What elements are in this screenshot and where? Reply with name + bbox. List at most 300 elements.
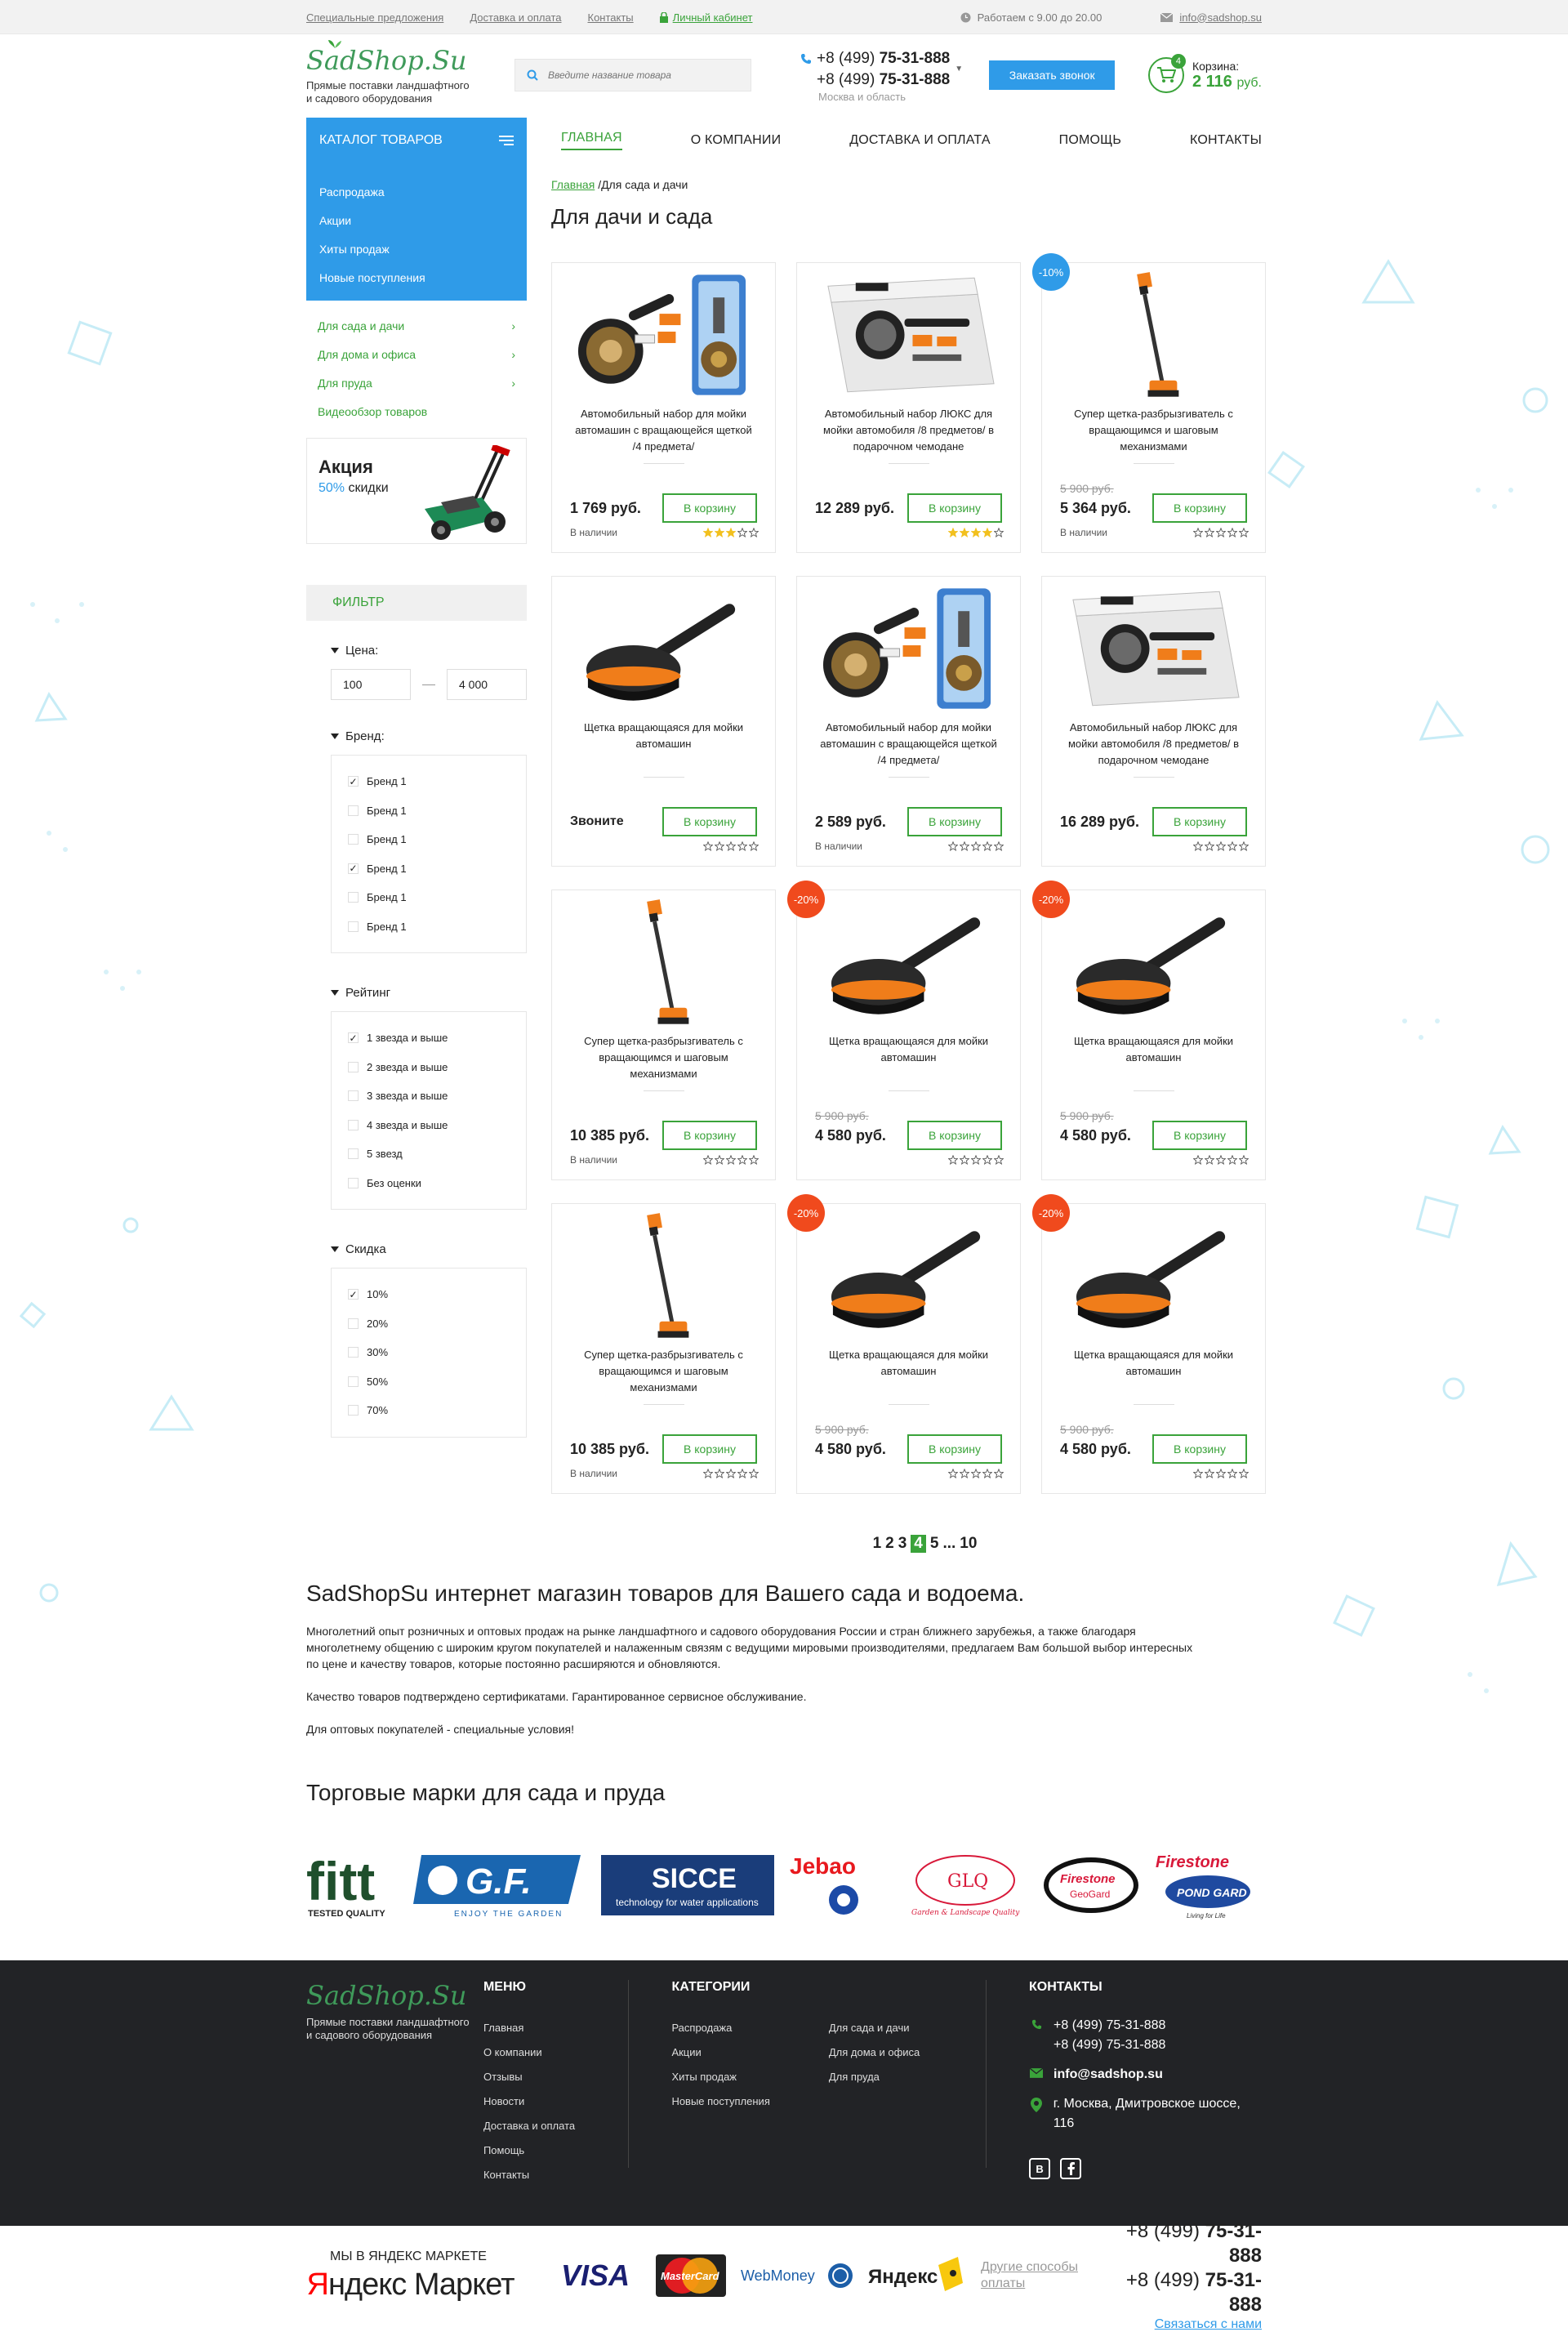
star-empty-icon[interactable]: [715, 1155, 724, 1165]
jebao-logo[interactable]: [790, 1851, 896, 1920]
add-to-cart-button[interactable]: В корзину: [1152, 807, 1247, 836]
star-empty-icon[interactable]: [715, 1469, 724, 1478]
checkbox-icon[interactable]: [348, 1405, 359, 1416]
checkbox-icon[interactable]: [348, 892, 359, 903]
svg-text:TESTED QUALITY: TESTED QUALITY: [308, 1909, 385, 1919]
star-empty-icon[interactable]: [960, 1469, 969, 1478]
star-empty-icon[interactable]: [994, 528, 1004, 537]
brush-wand-image: [570, 1211, 757, 1341]
star-empty-icon[interactable]: [726, 1469, 736, 1478]
discount-badge: -20%: [787, 1194, 825, 1232]
footer-contacts-title: КОНТАКТЫ: [1029, 1980, 1102, 1994]
star-empty-icon[interactable]: [1205, 528, 1214, 537]
vk-icon[interactable]: B: [1029, 2158, 1050, 2179]
star-empty-icon[interactable]: [1193, 1469, 1203, 1478]
category-item-pond[interactable]: [318, 369, 515, 398]
checkbox-checked-icon[interactable]: ✓: [349, 1032, 358, 1044]
topbar-link-delivery[interactable]: Доставка и оплата: [470, 11, 562, 24]
star-empty-icon[interactable]: [1216, 1155, 1226, 1165]
footer-menu-title: МЕНЮ: [483, 1980, 527, 1994]
price-from-input[interactable]: [331, 669, 411, 700]
footer-category-link[interactable]: Для пруда: [828, 2071, 880, 2083]
product-price: 1 769 руб.: [570, 499, 641, 516]
footer-email[interactable]: [1029, 2065, 1262, 2085]
firestone-geogard-logo[interactable]: [1042, 1855, 1140, 1915]
svg-text:Living for Life: Living for Life: [1186, 1912, 1226, 1920]
rating-option-label: 5 звезд: [367, 1148, 403, 1160]
product-price: 16 289 руб.: [1060, 813, 1139, 830]
svg-text:ENJOY THE GARDEN: ENJOY THE GARDEN: [454, 1910, 564, 1919]
brand-option[interactable]: [348, 796, 510, 826]
star-empty-icon[interactable]: [971, 1469, 981, 1478]
facebook-icon[interactable]: [1060, 2158, 1081, 2179]
checkbox-checked-icon[interactable]: ✓: [349, 1288, 358, 1300]
page-link[interactable]: 10: [960, 1535, 978, 1552]
promo-text: скидки: [345, 481, 389, 495]
logo-tagline-1: Прямые поставки ландшафтного: [306, 79, 470, 91]
rating-option-label: 4 звезда и выше: [367, 1118, 448, 1131]
page-link[interactable]: 2: [885, 1535, 894, 1552]
brand-option-label: Бренд 1: [367, 804, 407, 817]
star-empty-icon[interactable]: [749, 841, 759, 851]
fitt-logo[interactable]: [306, 1851, 398, 1920]
bottom-phone-1[interactable]: +8 (499) 75-31-888: [1125, 2220, 1262, 2267]
product-price: 2 589 руб.: [815, 813, 886, 830]
star-empty-icon[interactable]: [737, 841, 747, 851]
checkbox-icon[interactable]: [348, 1178, 359, 1188]
star-empty-icon[interactable]: [1216, 528, 1226, 537]
cart-currency: руб.: [1236, 75, 1262, 90]
filter-discount-toggle[interactable]: [331, 1242, 527, 1256]
star-empty-icon[interactable]: [1205, 1155, 1214, 1165]
star-empty-icon[interactable]: [982, 1155, 992, 1165]
product-image[interactable]: [1060, 1204, 1247, 1347]
rating-stars: [703, 1155, 759, 1165]
add-to-cart-button[interactable]: В корзину: [907, 1121, 1002, 1150]
footer-category-link[interactable]: Для сада и дачи: [828, 2022, 910, 2034]
star-empty-icon[interactable]: [703, 1469, 713, 1478]
product-image[interactable]: [815, 1204, 1002, 1347]
star-empty-icon[interactable]: [1227, 1155, 1237, 1165]
footer-menu-link[interactable]: Главная: [483, 2022, 524, 2034]
city-label: Москва и область: [818, 90, 906, 103]
star-filled-icon[interactable]: [715, 528, 724, 537]
rating-option[interactable]: [348, 1023, 510, 1053]
page-link[interactable]: 5: [929, 1535, 939, 1552]
chevron-right-icon: ›: [511, 348, 515, 361]
search-input[interactable]: [548, 69, 736, 81]
product-name[interactable]: Щетка вращающаяся для мойки автомашин: [583, 721, 744, 750]
add-to-cart-button[interactable]: В корзину: [907, 493, 1002, 523]
svg-text:Garden & Landscape Quality: Garden & Landscape Quality: [911, 1909, 1020, 1917]
product-card[interactable]: [551, 262, 776, 553]
nav-item-contacts[interactable]: КОНТАКТЫ: [1190, 133, 1262, 147]
bottom-phone-2[interactable]: +8 (499) 75-31-888: [1125, 2269, 1262, 2316]
star-empty-icon[interactable]: [948, 1469, 958, 1478]
product-image[interactable]: [570, 1204, 757, 1347]
rating-option[interactable]: [348, 1081, 510, 1111]
topbar-email-link[interactable]: info@sadshop.su: [1179, 11, 1262, 24]
promo-banner[interactable]: [306, 438, 527, 544]
star-filled-icon[interactable]: [982, 528, 992, 537]
footer-menu-link[interactable]: О компании: [483, 2046, 542, 2058]
checkbox-icon[interactable]: [348, 1376, 359, 1387]
star-empty-icon[interactable]: [703, 1155, 713, 1165]
visa-logo: [559, 2259, 641, 2292]
availability-status: В наличии: [570, 527, 618, 538]
catalog-button[interactable]: [306, 118, 527, 163]
product-name[interactable]: Автомобильный набор ЛЮКС для мойки автомобиля /8 предметов/ в подарочном чемодане: [1067, 721, 1240, 766]
star-empty-icon[interactable]: [1239, 1155, 1249, 1165]
product-card[interactable]: [1038, 1203, 1266, 1494]
site-logo[interactable]: [306, 45, 514, 105]
footer-menu-link[interactable]: Доставка и оплата: [483, 2120, 576, 2132]
star-empty-icon[interactable]: [749, 1469, 759, 1478]
product-image[interactable]: [570, 577, 757, 720]
old-price: 5 900 руб.: [1060, 482, 1114, 495]
brand-logos: [306, 1848, 1262, 1922]
checkbox-icon[interactable]: [348, 834, 359, 845]
header-phones: [800, 48, 964, 103]
product-card[interactable]: [1038, 262, 1266, 553]
star-empty-icon[interactable]: [994, 1155, 1004, 1165]
add-to-cart-button[interactable]: В корзину: [1152, 493, 1247, 523]
footer-address: [1029, 2094, 1262, 2134]
svg-text:Firestone: Firestone: [1059, 1872, 1116, 1886]
product-price: 4 580 руб.: [815, 1126, 886, 1144]
brand-option-label: Бренд 1: [367, 775, 407, 787]
star-filled-icon[interactable]: [703, 528, 713, 537]
add-to-cart-button[interactable]: В корзину: [1152, 1434, 1247, 1464]
car-wash-case-image: [1060, 583, 1247, 714]
filter-price-toggle[interactable]: [331, 644, 527, 658]
rating-option[interactable]: [348, 1111, 510, 1140]
checkbox-icon[interactable]: [348, 1090, 359, 1101]
star-empty-icon[interactable]: [948, 1155, 958, 1165]
yandex-market-block[interactable]: [306, 2249, 514, 2303]
brand-option[interactable]: [348, 854, 510, 884]
svg-text:GeoGard: GeoGard: [1069, 1888, 1110, 1900]
star-empty-icon[interactable]: [982, 1469, 992, 1478]
breadcrumb-home[interactable]: Главная: [551, 178, 595, 191]
menu-icon: [499, 136, 514, 145]
product-image[interactable]: [570, 890, 757, 1033]
footer-menu-link[interactable]: Отзывы: [483, 2071, 523, 2083]
filter-brand-label: Бренд:: [345, 729, 385, 743]
product-card[interactable]: [793, 1203, 1021, 1494]
rating-stars: [1193, 528, 1249, 537]
category-item-home[interactable]: [318, 341, 515, 369]
nav-item-delivery[interactable]: ДОСТАВКА И ОПЛАТА: [849, 133, 991, 147]
callback-button[interactable]: Заказать звонок: [989, 60, 1115, 90]
product-name[interactable]: Супер щетка-разбрызгиватель с вращающимся и шаговым механизмами: [584, 1035, 743, 1080]
clock-icon: [960, 12, 971, 23]
product-name[interactable]: Щетка вращающаяся для мойки автомашин: [1073, 1349, 1234, 1377]
star-empty-icon[interactable]: [1205, 1469, 1214, 1478]
header-phone-2[interactable]: [800, 69, 950, 91]
star-filled-icon[interactable]: [971, 528, 981, 537]
other-payment-link[interactable]: Другие способы оплаты: [981, 2260, 1078, 2290]
product-price: 5 364 руб.: [1060, 499, 1131, 516]
rating-option[interactable]: [348, 1053, 510, 1082]
discount-option[interactable]: [348, 1280, 510, 1309]
bottom-phones: [1095, 2219, 1262, 2332]
chevron-right-icon: ›: [511, 377, 515, 390]
footer-category-link[interactable]: Для дома и офиса: [828, 2046, 920, 2058]
filter-header: ФИЛЬТР: [306, 585, 527, 621]
rotating-brush-image: [570, 583, 757, 714]
product-image[interactable]: [1060, 263, 1247, 406]
add-to-cart-button[interactable]: В корзину: [662, 1121, 757, 1150]
topbar-link-contacts[interactable]: Контакты: [587, 11, 634, 24]
car-wash-kit-image: [815, 583, 1002, 714]
rating-option[interactable]: [348, 1139, 510, 1169]
svg-text:MasterCard: MasterCard: [661, 2270, 719, 2282]
footer-phones[interactable]: [1029, 2016, 1262, 2055]
svg-text:Яндекс: Яндекс: [868, 2266, 938, 2288]
discount-option[interactable]: [348, 1338, 510, 1367]
rotating-brush-image: [1060, 897, 1247, 1028]
personal-cabinet-link[interactable]: [660, 11, 753, 24]
product-card[interactable]: [551, 890, 776, 1180]
card-divider: [889, 777, 929, 778]
search-icon[interactable]: [527, 69, 538, 81]
star-filled-icon[interactable]: [948, 528, 958, 537]
svg-text:Firestone: Firestone: [1155, 1853, 1229, 1871]
brand-option[interactable]: [348, 825, 510, 854]
old-price: 5 900 руб.: [815, 1423, 869, 1436]
yandex-market-logo: Яндекс Маркет: [306, 2267, 514, 2302]
product-image[interactable]: [1060, 577, 1247, 720]
footer-menu-link[interactable]: Помощь: [483, 2144, 525, 2156]
nav-item-home[interactable]: ГЛАВНАЯ: [561, 131, 622, 150]
brand-option-label: Бренд 1: [367, 891, 407, 903]
page-link[interactable]: 1: [872, 1535, 882, 1552]
rating-stars: [948, 1155, 1004, 1165]
product-name[interactable]: Автомобильный набор для мойки автомашин с вращающейся щеткой /4 предмета/: [820, 721, 997, 766]
footer-category-link[interactable]: Распродажа: [671, 2022, 733, 2034]
product-name[interactable]: Супер щетка-разбрызгиватель с вращающимся и шаговым механизмами: [584, 1349, 743, 1393]
product-price: 10 385 руб.: [570, 1440, 649, 1457]
category-label: Для сада и дачи: [318, 319, 405, 332]
price-to-input[interactable]: [447, 669, 527, 700]
cart-widget[interactable]: [1148, 57, 1262, 93]
star-empty-icon[interactable]: [1227, 841, 1237, 851]
product-card[interactable]: [796, 576, 1021, 867]
product-card[interactable]: [1038, 890, 1266, 1180]
yandex-money-logo: [868, 2255, 966, 2296]
svg-text:fitt: fitt: [306, 1851, 376, 1911]
brand-option[interactable]: [348, 767, 510, 796]
car-wash-kit-image: [570, 270, 757, 400]
star-filled-icon[interactable]: [960, 528, 969, 537]
breadcrumb: [551, 178, 1266, 191]
add-to-cart-button[interactable]: В корзину: [662, 493, 757, 523]
checkbox-icon[interactable]: [348, 1347, 359, 1358]
checkbox-icon[interactable]: [348, 805, 359, 816]
glq-logo[interactable]: [911, 1851, 1026, 1920]
card-divider: [1134, 1404, 1174, 1405]
footer-logo-text: SadShop.Su: [306, 1980, 467, 2011]
product-image[interactable]: [815, 577, 1002, 720]
product-name[interactable]: Автомобильный набор для мойки автомашин с вращающейся щеткой /4 предмета/: [575, 408, 752, 453]
star-empty-icon[interactable]: [994, 1469, 1004, 1478]
footer-email-text: info@sadshop.su: [1054, 2067, 1163, 2081]
checkbox-checked-icon[interactable]: ✓: [349, 863, 358, 875]
svg-text:VISA: VISA: [561, 2259, 630, 2292]
star-empty-icon[interactable]: [960, 841, 969, 851]
footer-category-link[interactable]: Акции: [671, 2046, 702, 2058]
product-name[interactable]: Автомобильный набор ЛЮКС для мойки автомобиля /8 предметов/ в подарочном чемодане: [822, 408, 995, 453]
discount-option[interactable]: [348, 1309, 510, 1339]
category-label: Видеообзор товаров: [318, 405, 428, 418]
product-image[interactable]: [815, 890, 1002, 1033]
star-empty-icon[interactable]: [971, 1155, 981, 1165]
footer-category-link[interactable]: Новые поступления: [671, 2095, 770, 2107]
brand-option[interactable]: [348, 912, 510, 942]
leaf-icon: [327, 37, 342, 48]
product-name[interactable]: Супер щетка-разбрызгиватель с вращающимся и шаговым механизмами: [1074, 408, 1233, 453]
star-empty-icon[interactable]: [703, 841, 713, 851]
filter-rating-toggle[interactable]: [331, 986, 527, 1000]
star-empty-icon[interactable]: [994, 841, 1004, 851]
footer-menu-link[interactable]: Контакты: [483, 2169, 530, 2181]
discount-option-label: 30%: [367, 1346, 389, 1358]
footer-menu-link[interactable]: Новости: [483, 2095, 525, 2107]
star-empty-icon[interactable]: [1205, 841, 1214, 851]
discount-option-label: 50%: [367, 1375, 389, 1388]
topbar-email[interactable]: [1160, 11, 1262, 24]
footer-category-link[interactable]: Хиты продаж: [671, 2071, 737, 2083]
product-card[interactable]: [551, 576, 776, 867]
category-item-video[interactable]: [318, 398, 515, 426]
star-empty-icon[interactable]: [960, 1155, 969, 1165]
add-to-cart-button[interactable]: В корзину: [907, 1434, 1002, 1464]
product-price: 4 580 руб.: [1060, 1126, 1131, 1144]
star-empty-icon[interactable]: [737, 528, 747, 537]
availability-status: В наличии: [570, 1154, 618, 1166]
star-empty-icon[interactable]: [726, 841, 736, 851]
star-empty-icon[interactable]: [1216, 1469, 1226, 1478]
car-wash-case-image: [815, 270, 1002, 400]
phone-dropdown-icon[interactable]: ▼: [955, 64, 964, 74]
checkbox-icon[interactable]: [348, 1120, 359, 1130]
product-card[interactable]: [793, 890, 1021, 1180]
star-empty-icon[interactable]: [1216, 841, 1226, 851]
brand-filter-box: [331, 755, 527, 953]
filter-brand-toggle[interactable]: [331, 729, 527, 743]
rating-option-label: Без оценки: [367, 1176, 421, 1189]
promo-percent: 50%: [318, 481, 345, 495]
svg-text:WebMoney: WebMoney: [741, 2267, 815, 2284]
product-name[interactable]: Щетка вращающаяся для мойки автомашин: [828, 1349, 989, 1377]
checkbox-icon[interactable]: [348, 921, 359, 932]
product-name[interactable]: Щетка вращающаяся для мойки автомашин: [1073, 1035, 1234, 1063]
nav-item-help[interactable]: ПОМОЩЬ: [1058, 133, 1122, 147]
add-to-cart-button[interactable]: В корзину: [662, 807, 757, 836]
catalog-item-promo[interactable]: Акции: [319, 214, 352, 227]
star-empty-icon[interactable]: [749, 1155, 759, 1165]
catalog-item-new[interactable]: Новые поступления: [319, 271, 425, 284]
star-empty-icon[interactable]: [1227, 1469, 1237, 1478]
pagination-ellipsis: ...: [942, 1535, 956, 1552]
firestone-pondgard-logo[interactable]: [1156, 1851, 1262, 1920]
checkbox-icon[interactable]: [348, 1062, 359, 1072]
product-image[interactable]: [815, 263, 1002, 406]
footer-cats-title: КАТЕГОРИИ: [671, 1980, 751, 1994]
discount-option[interactable]: [348, 1367, 510, 1397]
gf-logo[interactable]: [413, 1851, 585, 1920]
star-empty-icon[interactable]: [1239, 1469, 1249, 1478]
product-card[interactable]: [551, 1203, 776, 1494]
product-image[interactable]: [570, 263, 757, 406]
work-hours: [960, 11, 1102, 24]
footer-logo[interactable]: [306, 1980, 483, 2187]
star-empty-icon[interactable]: [1193, 528, 1203, 537]
sicce-logo[interactable]: [601, 1855, 774, 1915]
discount-filter-box: [331, 1268, 527, 1438]
add-to-cart-button[interactable]: В корзину: [662, 1434, 757, 1464]
product-name[interactable]: Щетка вращающаяся для мойки автомашин: [828, 1035, 989, 1063]
nav-item-about[interactable]: О КОМПАНИИ: [690, 133, 782, 147]
category-item-garden[interactable]: [318, 312, 515, 341]
checkbox-checked-icon[interactable]: ✓: [349, 775, 358, 787]
star-empty-icon[interactable]: [715, 841, 724, 851]
header-phone-1[interactable]: [800, 48, 950, 69]
topbar-link-offers[interactable]: Специальные предложения: [306, 11, 444, 24]
price-dash: [422, 684, 435, 685]
star-empty-icon[interactable]: [737, 1469, 747, 1478]
star-empty-icon[interactable]: [737, 1155, 747, 1165]
star-empty-icon[interactable]: [982, 841, 992, 851]
product-image[interactable]: [1060, 890, 1247, 1033]
checkbox-icon[interactable]: [348, 1318, 359, 1329]
rating-stars: [948, 1469, 1004, 1478]
product-card[interactable]: [1041, 576, 1266, 867]
star-filled-icon[interactable]: [726, 528, 736, 537]
category-label: Для пруда: [318, 377, 372, 390]
star-empty-icon[interactable]: [1193, 841, 1203, 851]
add-to-cart-button[interactable]: В корзину: [907, 807, 1002, 836]
star-empty-icon[interactable]: [1239, 841, 1249, 851]
logo-tagline-2: и садового оборудования: [306, 92, 433, 105]
rating-option[interactable]: [348, 1169, 510, 1198]
brand-option[interactable]: [348, 883, 510, 912]
filter-rating-label: Рейтинг: [345, 986, 391, 1000]
star-empty-icon[interactable]: [1193, 1155, 1203, 1165]
page-link[interactable]: 4: [911, 1535, 926, 1553]
star-empty-icon[interactable]: [726, 1155, 736, 1165]
discount-option[interactable]: [348, 1396, 510, 1425]
page-link[interactable]: 3: [898, 1535, 907, 1552]
seo-title: SadShopSu интернет магазин товаров для Вашего сада и водоема.: [306, 1581, 1025, 1606]
catalog-item-sale[interactable]: Распродажа: [319, 185, 385, 198]
star-empty-icon[interactable]: [948, 841, 958, 851]
star-empty-icon[interactable]: [1227, 528, 1237, 537]
rating-option-label: 3 звезда и выше: [367, 1090, 448, 1102]
catalog-item-hits[interactable]: Хиты продаж: [319, 243, 390, 256]
star-empty-icon[interactable]: [749, 528, 759, 537]
product-card[interactable]: [796, 262, 1021, 553]
card-divider: [1134, 1090, 1174, 1091]
card-divider: [1134, 463, 1174, 464]
star-empty-icon[interactable]: [971, 841, 981, 851]
star-empty-icon[interactable]: [1239, 528, 1249, 537]
svg-text:SICCE: SICCE: [651, 1863, 737, 1894]
add-to-cart-button[interactable]: В корзину: [1152, 1121, 1247, 1150]
contact-us-link[interactable]: Связаться с нами: [1154, 2317, 1262, 2331]
checkbox-icon[interactable]: [348, 1148, 359, 1159]
